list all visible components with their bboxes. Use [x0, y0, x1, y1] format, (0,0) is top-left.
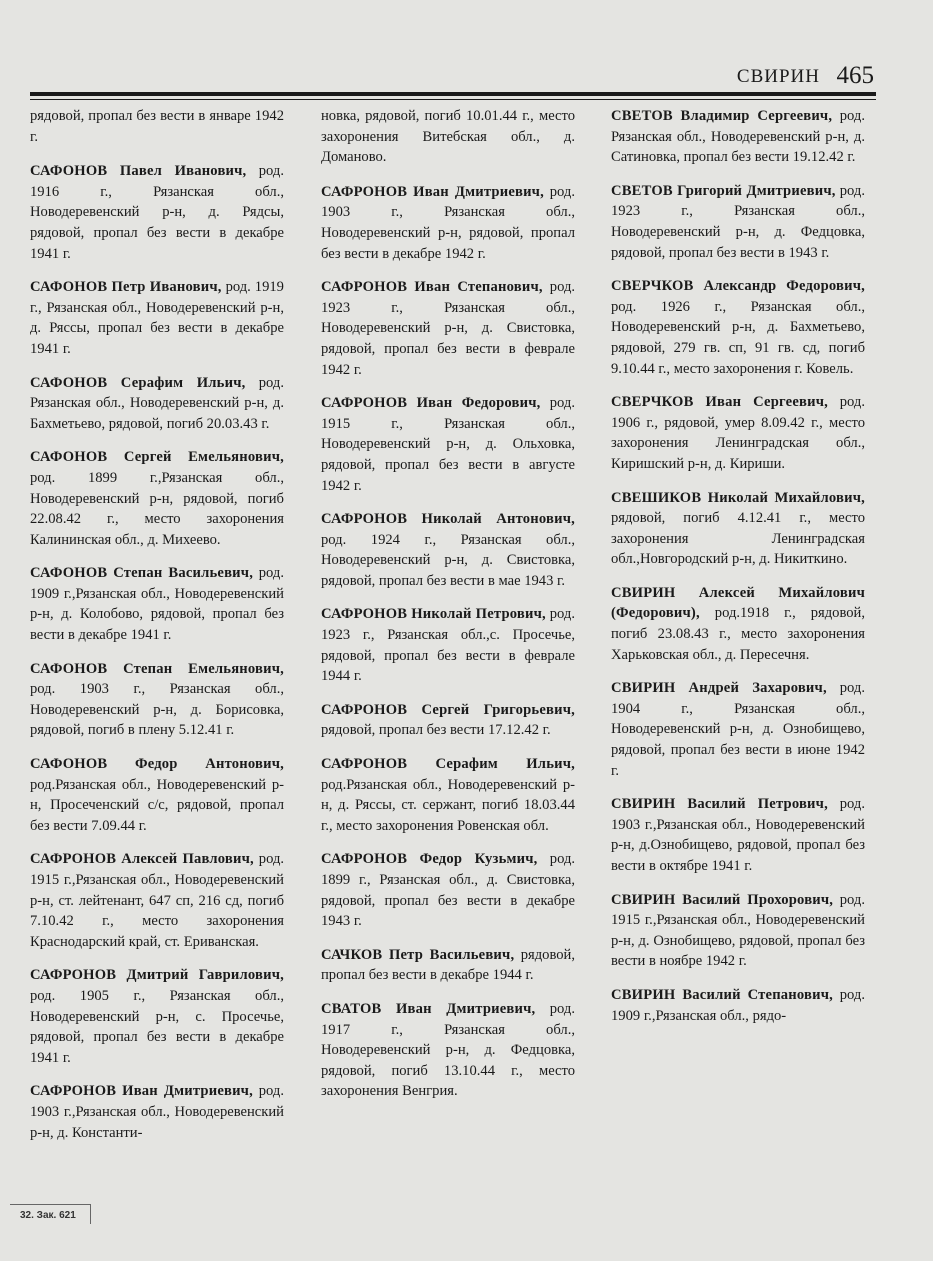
entry-text: род.Рязанская обл., Новодеревенский р-н, д. Ряссы, ст. сержант, погиб 18.03.44 г., место захоронения Ровенская обл. — [321, 776, 575, 834]
biography-entry — [611, 488, 865, 570]
entry-text: род. 1904 г., Рязанская обл., Новодеревенский р-н, д. Ознобищево, рядовой, пропал без вести в июне 1942 г. — [611, 680, 865, 779]
entry-continuation — [321, 106, 575, 168]
entry-text: род. 1915 г., Рязанская обл., Новодеревенский р-н, д. Ольховка, рядовой, пропал без вести в августе 1942 г. — [321, 395, 575, 494]
entry-name: САЧКОВ Петр Васильевич, — [321, 946, 515, 963]
biography-entry — [611, 276, 865, 379]
entry-text: род. Рязанская обл., Новодеревенский р-н, д. Бахметьево, рядовой, погиб 20.03.43 г. — [30, 374, 284, 432]
header-rule-thin — [30, 99, 876, 100]
entry-name: СВЕТОВ Григорий Дмитриевич, — [611, 182, 836, 199]
entry-text: рядовой, пропал без вести 17.12.42 г. — [321, 722, 551, 739]
biography-entry — [30, 754, 284, 836]
entry-name: САФРОНОВ Иван Степанович, — [321, 279, 543, 296]
biography-entry — [611, 392, 865, 474]
page-number: 465 — [836, 62, 874, 89]
column-1 — [30, 106, 284, 1156]
biography-entry — [321, 393, 575, 496]
biography-entry — [30, 849, 284, 952]
entry-text: род. 1905 г., Рязанская обл., Новодеревенский р-н, с. Просечье, рядовой, пропал без вести в декабре 1941 г. — [30, 987, 284, 1066]
biography-entry — [30, 373, 284, 435]
entry-name: САФРОНОВ Иван Федорович, — [321, 395, 541, 412]
biography-entry — [321, 182, 575, 264]
entry-name: САФРОНОВ Николай Петрович, — [321, 606, 546, 623]
entry-text: рядовой, погиб 4.12.41 г., место захоронения Ленинградская обл.,Новгородский р-н, д. Никиткино. — [611, 510, 865, 568]
entry-text: рядовой, пропал без вести в январе 1942 г. — [30, 108, 284, 145]
entry-name: САФОНОВ Сергей Емельянович, — [30, 449, 284, 466]
entry-text: род. 1899 г.,Рязанская обл., Новодеревенский р-н, рядовой, погиб 22.08.42 г., место захоронения Калининская обл., д. Михеево. — [30, 469, 284, 548]
biography-entry — [30, 447, 284, 550]
entry-name: САФРОНОВ Иван Дмитриевич, — [321, 183, 544, 200]
entry-name: СВЕРЧКОВ Александр Федорович, — [611, 278, 865, 295]
entry-text: род. 1906 г., рядовой, умер 8.09.42 г., место захоронения Ленинградская обл., Киришский р-н, д. Кириши. — [611, 394, 865, 472]
biography-entry — [321, 700, 575, 741]
entry-name: СВЕРЧКОВ Иван Сергеевич, — [611, 394, 829, 411]
running-head: СВИРИН — [736, 66, 820, 87]
entry-name: СВИРИН Андрей Захарович, — [611, 680, 827, 697]
entry-text: род. 1923 г., Рязанская обл.,с. Просечье, рядовой, пропал без вести в феврале 1944 г. — [321, 606, 575, 685]
biography-entry — [30, 965, 284, 1068]
entry-text: род. 1924 г., Рязанская обл., Новодеревенский р-н, д. Свистовка, рядовой, пропал без вести в мае 1943 г. — [321, 531, 575, 589]
entry-text: род. 1903 г.,Рязанская обл., Новодеревенский р-н, д. Константи- — [30, 1083, 284, 1141]
entry-text: род.Рязанская обл., Новодеревенский р-н, Просеченский с/с, рядовой, пропал без вести 7.09.44 г. — [30, 776, 284, 834]
entry-text: род. Рязанская обл., Новодеревенский р-н, д. Сатиновка, пропал без вести 19.12.42 г. — [611, 108, 865, 166]
biography-entry — [611, 985, 865, 1026]
entry-name: САФОНОВ Степан Васильевич, — [30, 565, 254, 582]
biography-entry — [321, 849, 575, 931]
entry-continuation — [30, 106, 284, 147]
printer-stamp: 32. Зак. 621 — [10, 1204, 91, 1224]
entry-name: СВЕТОВ Владимир Сергеевич, — [611, 108, 833, 124]
entry-text: род. 1923 г., Рязанская обл., Новодеревенский р-н, д. Федцовка, рядовой, пропал без вести в 1943 г. — [611, 182, 865, 261]
entry-name: САФРОНОВ Алексей Павлович, — [30, 851, 254, 868]
entry-name: СВИРИН Алексей Михайлович (Федорович), — [611, 584, 865, 622]
biography-entry — [30, 563, 284, 645]
entry-text: род. 1915 г.,Рязанская обл., Новодеревенский р-н, д. Ознобищево, рядовой, пропал без вести в ноябре 1942 г. — [611, 891, 865, 970]
entry-text: род. 1909 г.,Рязанская обл., Новодеревенский р-н, д. Колобово, рядовой, пропал без вести в декабре 1941 г. — [30, 565, 284, 644]
entry-name: САФОНОВ Серафим Ильич, — [30, 374, 246, 391]
entry-text: рядовой, пропал без вести в декабре 1944 г. — [321, 946, 575, 984]
biography-entry — [321, 604, 575, 686]
biography-entry — [611, 794, 865, 876]
biography-entry — [321, 277, 575, 380]
entry-text: род. 1915 г.,Рязанская обл., Новодеревенский р-н, ст. лейтенант, 647 сп, 216 сд, погиб 7.10.42 г., место захоронения Краснодарский край, ст. Ериванская. — [30, 851, 285, 950]
entry-text: род. 1899 г., Рязанская обл., д. Свистовка, рядовой, пропал без вести в декабре 1943 г. — [321, 851, 576, 930]
entry-name: САФОНОВ Петр Иванович, — [30, 279, 222, 296]
entry-text: род. 1923 г., Рязанская обл., Новодеревенский р-н, д. Свистовка, рядовой, пропал без вести в феврале 1942 г. — [321, 279, 576, 378]
entry-name: САФРОНОВ Дмитрий Гаврилович, — [30, 967, 284, 984]
entry-text: род. 1917 г., Рязанская обл., Новодеревенский р-н, д. Федцовка, рядовой, погиб 13.10.44 г., место захоронения Венгрия. — [321, 1000, 575, 1100]
entry-name: СВИРИН Василий Петрович, — [611, 796, 828, 813]
entry-text: род. 1903 г., Рязанская обл., Новодеревенский р-н, д. Борисовка, рядовой, погиб в плену 5.12.41 г. — [30, 681, 284, 739]
page-header — [30, 62, 878, 92]
biography-entry — [30, 277, 284, 359]
entry-text: род. 1919 г., Рязанская обл., Новодеревенский р-н, д. Ряссы, пропал без вести в декабре 1941 г. — [30, 279, 284, 357]
biography-entry — [611, 106, 865, 168]
biography-entry — [30, 1081, 284, 1143]
column-2 — [321, 106, 575, 1115]
entry-text: род. 1909 г.,Рязанская обл., рядо- — [611, 986, 865, 1024]
biography-entry — [611, 890, 865, 972]
entry-text: род.1918 г., рядовой, погиб 23.08.43 г., место захоронения Харьковская обл., д. Пересечня. — [611, 605, 865, 663]
entry-name: СВАТОВ Иван Дмитриевич, — [321, 1000, 536, 1017]
entry-name: САФРОНОВ Федор Кузьмич, — [321, 851, 538, 868]
biography-entry — [611, 181, 865, 263]
biography-entry — [30, 161, 284, 264]
header-rule-thick — [30, 92, 876, 96]
biography-entry — [611, 583, 865, 665]
entry-name: СВИРИН Василий Прохорович, — [611, 891, 834, 908]
entry-text: род. 1916 г., Рязанская обл., Новодеревенский р-н, д. Рядсы, рядовой, пропал без вести в декабре 1941 г. — [30, 163, 284, 262]
entry-name: СВИРИН Василий Степанович, — [611, 986, 834, 1003]
column-3 — [611, 106, 865, 1039]
entry-name: САФРОНОВ Серафим Ильич, — [321, 756, 575, 773]
biography-entry — [321, 945, 575, 986]
entry-name: САФОНОВ Федор Антонович, — [30, 756, 284, 773]
biography-entry — [30, 659, 284, 741]
entry-text: род. 1926 г., Рязанская обл., Новодеревенский р-н, д. Бахметьево, рядовой, 279 гв. сп, 91 гв. сд, погиб 9.10.44 г., место захоронения г. Ковель. — [611, 298, 865, 377]
entry-name: СВЕШИКОВ Николай Михайлович, — [611, 489, 865, 506]
entry-name: САФОНОВ Степан Емельянович, — [30, 660, 284, 677]
entry-name: САФОНОВ Павел Иванович, — [30, 163, 247, 180]
biography-entry — [321, 754, 575, 836]
entry-name: САФРОНОВ Николай Антонович, — [321, 511, 575, 528]
entry-name: САФРОНОВ Сергей Григорьевич, — [321, 701, 575, 718]
biography-entry — [321, 509, 575, 591]
entry-text: новка, рядовой, погиб 10.01.44 г., место захоронения Витебская обл., д. Доманово. — [321, 108, 575, 166]
entry-name: САФРОНОВ Иван Дмитриевич, — [30, 1083, 253, 1100]
biography-entry — [611, 678, 865, 781]
entry-text: род. 1903 г.,Рязанская обл., Новодеревенский р-н, д.Ознобищево, рядовой, пропал без вести в октябре 1941 г. — [611, 796, 865, 874]
entry-text: род. 1903 г., Рязанская обл., Новодеревенский р-н, рядовой, пропал без вести в декабре 1942 г. — [321, 183, 575, 262]
biography-entry — [321, 999, 575, 1102]
